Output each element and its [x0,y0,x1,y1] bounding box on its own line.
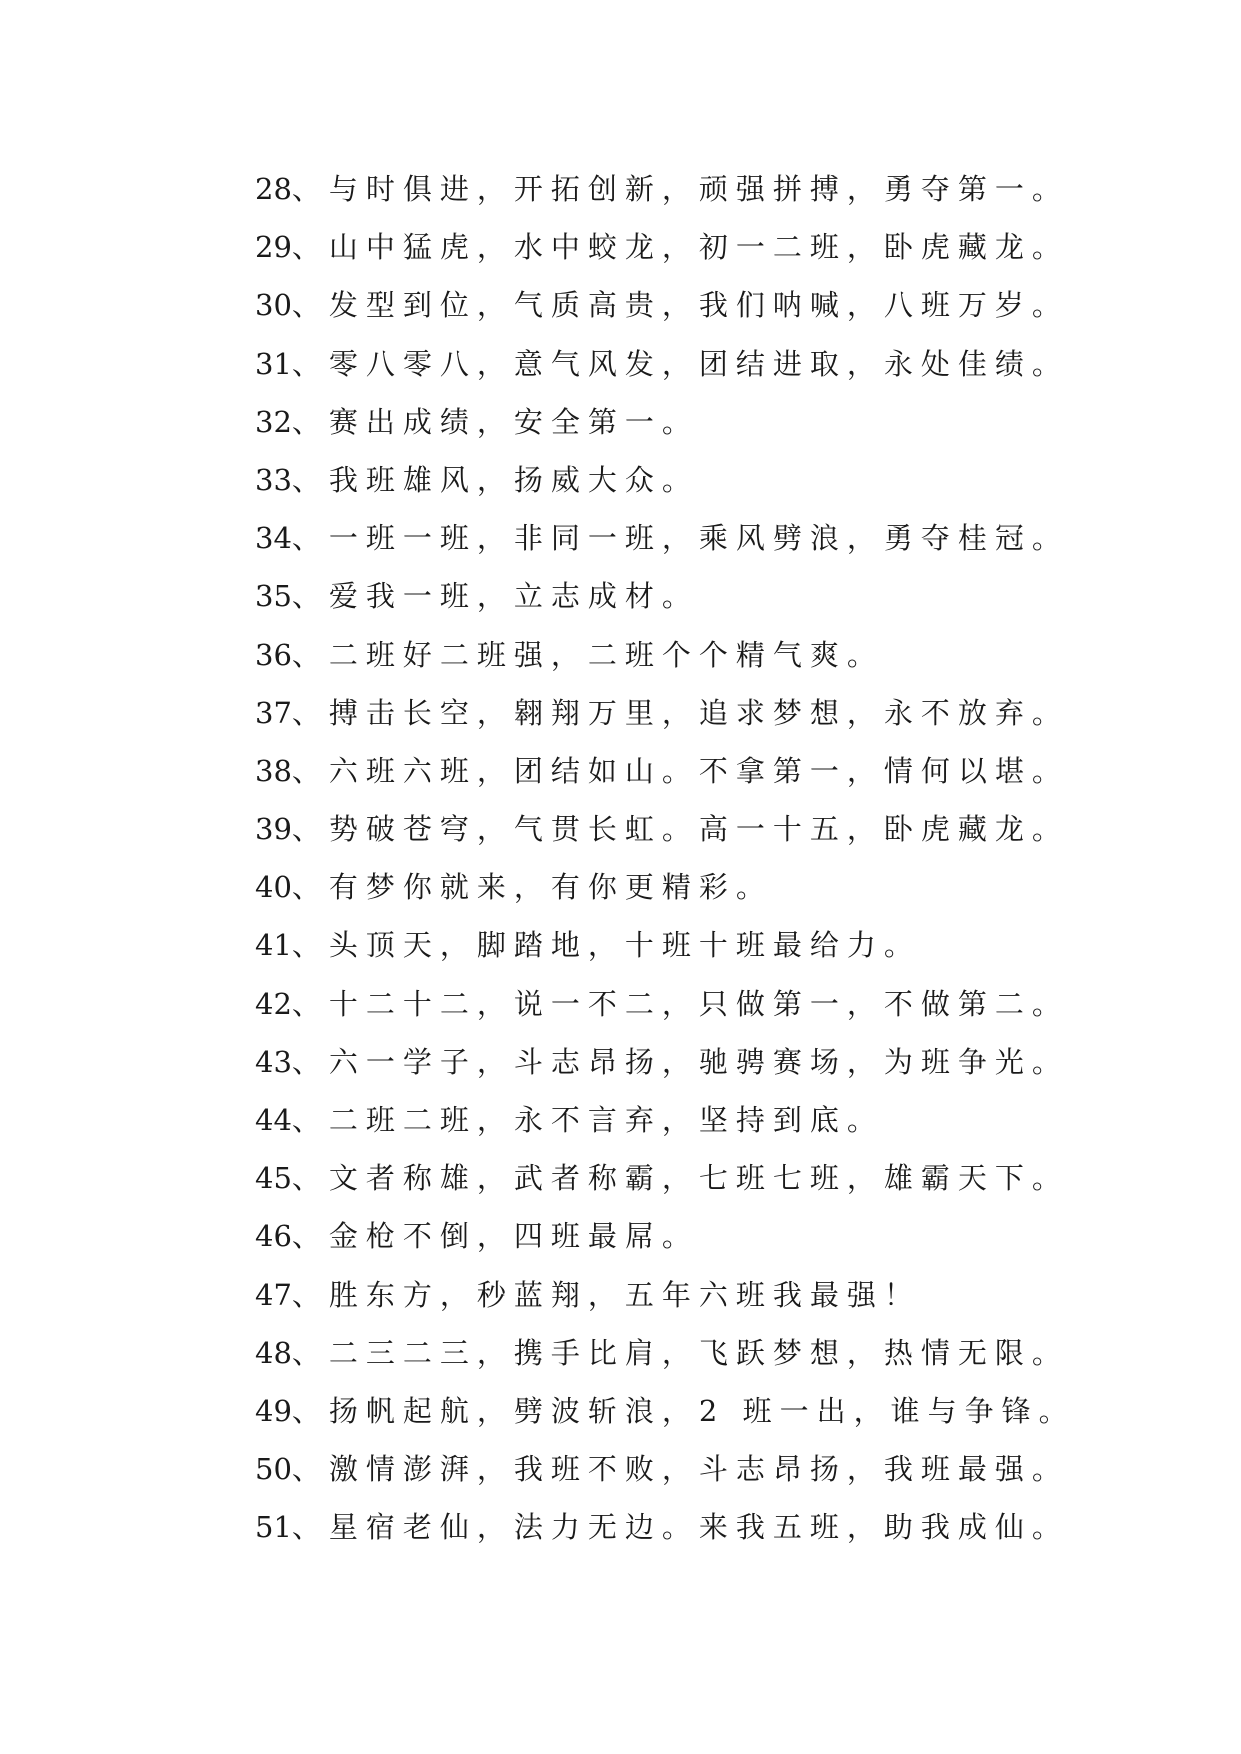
line-number: 35 [255,579,292,614]
slogan-line [255,335,1115,393]
line-text: 、一班一班，非同一班，乘风劈浪，勇夺桂冠。 [291,521,1069,556]
line-number: 43 [255,1044,292,1079]
line-text: 、文者称雄，武者称霸，七班七班，雄霸天下。 [291,1161,1069,1196]
line-text: 、山中猛虎，水中蛟龙，初一二班，卧虎藏龙。 [291,230,1069,265]
slogan-line [255,626,1115,684]
slogan-line [255,218,1115,276]
slogan-line [255,393,1115,451]
slogan-line [255,1207,1115,1265]
slogan-line [255,1324,1115,1382]
line-text: 、二班二班，永不言弃，坚持到底。 [291,1103,884,1137]
line-text: 、星宿老仙，法力无边。来我五班，助我成仙。 [291,1510,1069,1545]
slogan-line [255,1033,1115,1091]
line-text: 、势破苍穹，气贯长虹。高一十五，卧虎藏龙。 [291,812,1069,847]
line-number: 36 [255,637,292,672]
slogan-list [255,160,1115,1557]
line-number: 41 [255,928,292,963]
line-text: 、赛出成绩，安全第一。 [291,404,699,439]
line-number: 33 [255,462,292,497]
line-text: 、金枪不倒，四班最屌。 [291,1219,699,1254]
line-number: 32 [255,404,292,439]
line-text: 、头顶天，脚踏地，十班十班最给力。 [291,928,921,963]
line-number: 42 [255,986,292,1021]
line-number: 30 [255,288,292,323]
line-text: 、六班六班，团结如山。不拿第一，情何以堪。 [291,753,1069,788]
line-number: 37 [255,695,292,730]
slogan-line [255,1498,1115,1556]
line-number: 39 [255,812,292,847]
slogan-line [255,1440,1115,1498]
line-text: 、有梦你就来，有你更精彩。 [291,870,773,905]
slogan-line [255,1382,1115,1440]
line-text: 、与时俱进，开拓创新，顽强拼搏，勇夺第一。 [291,172,1069,206]
line-text: 、爱我一班，立志成材。 [291,579,699,614]
line-number: 50 [255,1452,292,1487]
slogan-line [255,451,1115,509]
line-number: 40 [255,870,292,905]
line-text: 、搏击长空，翱翔万里，追求梦想，永不放弃。 [291,695,1069,730]
line-text: 、我班雄风，扬威大众。 [291,462,699,497]
line-text: 、胜东方，秒蓝翔，五年六班我最强！ [291,1277,921,1312]
slogan-line [255,567,1115,625]
line-number: 38 [255,753,292,788]
line-text: 、二三二三，携手比肩，飞跃梦想，热情无限。 [291,1335,1069,1370]
line-text: 、二班好二班强，二班个个精气爽。 [291,637,884,672]
line-number: 47 [255,1277,292,1312]
line-number: 28 [255,172,292,206]
slogan-line [255,160,1115,218]
slogan-line [255,742,1115,800]
line-number: 31 [255,346,292,381]
slogan-line [255,1149,1115,1207]
slogan-line [255,276,1115,334]
slogan-line [255,1091,1115,1149]
slogan-line [255,800,1115,858]
line-text: 、发型到位，气质高贵，我们呐喊，八班万岁。 [291,288,1069,323]
slogan-line [255,509,1115,567]
slogan-line [255,684,1115,742]
line-text: 、扬帆起航，劈波斩浪，2 班一出，谁与争锋。 [291,1393,1076,1428]
line-text: 、零八零八，意气风发，团结进取，永处佳绩。 [291,346,1069,381]
slogan-line [255,916,1115,974]
slogan-line [255,975,1115,1033]
line-number: 49 [255,1393,292,1428]
line-text: 、激情澎湃，我班不败，斗志昂扬，我班最强。 [291,1452,1069,1487]
line-number: 45 [255,1161,292,1196]
line-number: 48 [255,1335,292,1370]
line-number: 51 [255,1510,292,1545]
line-text: 、十二十二，说一不二，只做第一，不做第二。 [291,986,1069,1021]
line-number: 34 [255,521,292,556]
slogan-line [255,858,1115,916]
slogan-line [255,1266,1115,1324]
line-text: 、六一学子，斗志昂扬，驰骋赛场，为班争光。 [291,1044,1069,1079]
line-number: 44 [255,1103,292,1137]
line-number: 29 [255,230,292,265]
line-number: 46 [255,1219,292,1254]
